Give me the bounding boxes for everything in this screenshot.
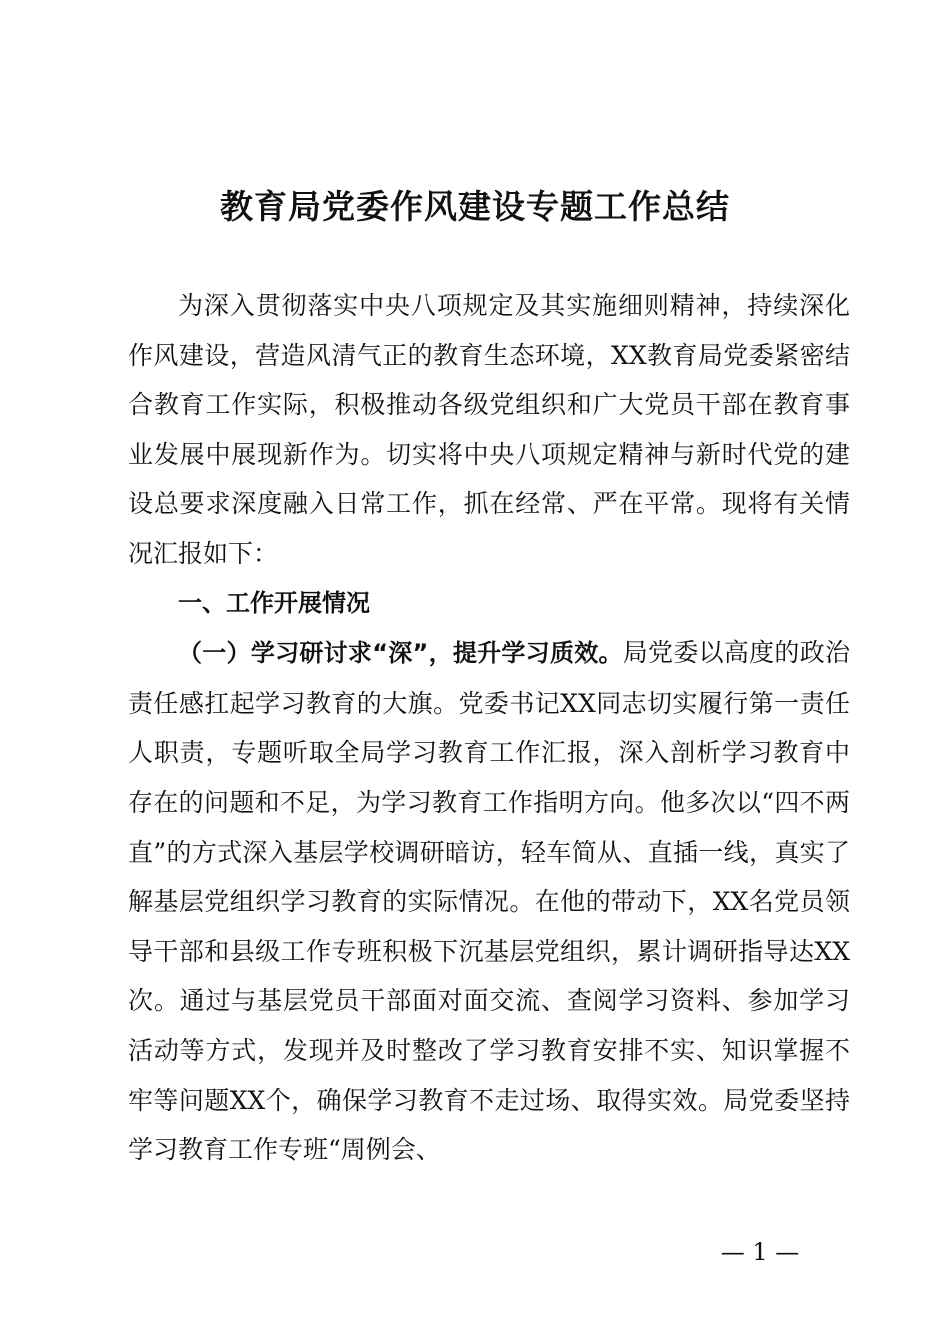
page-number: — 1 —: [720, 1238, 800, 1266]
subsection-text: 局党委以高度的政治责任感扛起学习教育的大旗。党委书记XX同志切实履行第一责任人职责，专题听取全局学习教育工作汇报，深入剖析学习教育中存在的问题和不足，为学习教育工作指明方向。他多次以“四不两直”的方式深入基层学校调研暗访，轻车简从、直插一线，真实了解基层党组织学习教育的实际情况。在他的带动下，XX名党员领导干部和县级工作专班积极下沉基层党组织，累计调研指导达XX次。通过与基层党员干部面对面交流、查阅学习资料、参加学习活动等方式，发现并及时整改了学习教育安排不实、知识掌握不牢等问题XX个，确保学习教育不走过场、取得实效。局党委坚持学习教育工作专班“周例会、: [128, 638, 850, 1165]
document-body: [128, 281, 850, 1175]
intro-paragraph: 为深入贯彻落实中央八项规定及其实施细则精神，持续深化作风建设，营造风清气正的教育生态环境，XX教育局党委紧密结合教育工作实际，积极推动各级党组织和广大党员干部在教育事业发展中展现新作为。切实将中央八项规定精神与新时代党的建设总要求深度融入日常工作，抓在经常、严在平常。现将有关情况汇报如下：: [128, 291, 850, 568]
subsection-heading: （一）学习研讨求“深”，提升学习质效。: [178, 639, 623, 668]
subsection-paragraph: [128, 628, 850, 1175]
section-heading: 一、工作开展情况: [178, 588, 370, 617]
document-title: 教育局党委作风建设专题工作总结: [220, 187, 730, 226]
